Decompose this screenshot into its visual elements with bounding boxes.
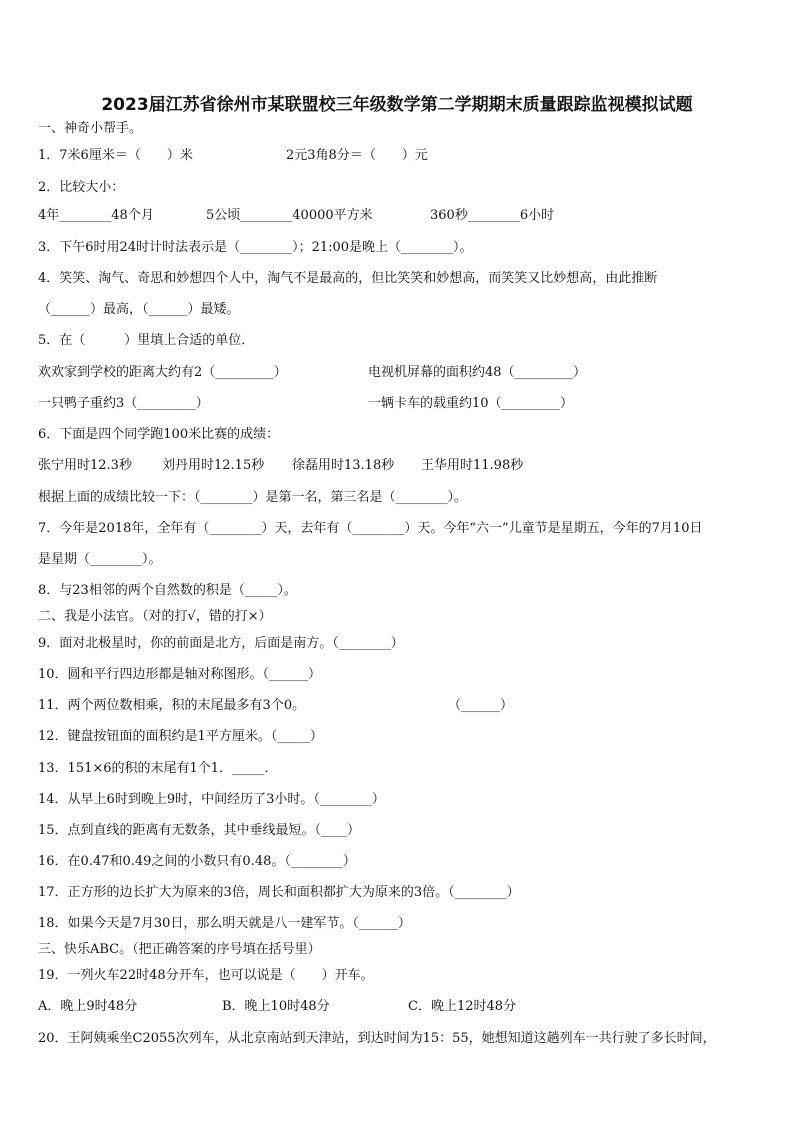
question-5-heading: 5．在（ ）里填上合适的单位． [38,333,255,348]
question-5b: 电视机屏幕的面积约48（_________） [368,365,587,380]
question-8: 8．与23相邻的两个自然数的积是（_____）。 [38,583,297,598]
question-11-blank: （______） [448,698,514,713]
question-6-tail: 根据上面的成绩比较一下：（________）是第一名，第三名是（________）。 [38,490,468,505]
question-18: 18．如果今天是7月30日，那么明天就是八一建军节。（______） [38,916,411,931]
question-12: 12．键盘按钮面的面积约是1平方厘米。（_____） [38,729,323,744]
question-7-line1: 7．今年是2018年，全年有（________）天，去年有（________）天。今年“六一”儿童节是星期五，今年的7月10日 [38,521,703,536]
question-5a: 欢欢家到学校的距离大约有2（_________） [38,365,287,380]
question-19-option-b: B．晚上10时48分 [222,999,330,1014]
question-5d: 一辆卡车的载重约10（_________） [368,396,574,411]
question-6c: 徐磊用时13.18秒 [292,458,395,473]
question-2c: 360秒________6小时 [430,208,555,223]
question-19-heading: 19．一列火车22时48分开车，也可以说是（ ）开车。 [38,968,374,983]
question-6-heading: 6．下面是四个同学跑100米比赛的成绩： [38,427,280,442]
question-11: 11．两个两位数相乘，积的末尾最多有3个0。 [38,698,306,713]
question-2a: 4年________48个月 [38,208,154,223]
question-6b: 刘丹用时12.15秒 [162,458,265,473]
question-13: 13．151×6的积的末尾有1个1．_____． [38,761,278,776]
question-2b: 5公顷________40000平方米 [206,208,373,223]
question-10: 10．圆和平行四边形都是轴对称图形。（______） [38,667,322,682]
question-19-option-a: A．晚上9时48分 [38,999,138,1014]
question-9: 9．面对北极星时，你的前面是北方，后面是南方。（________） [38,636,404,651]
question-5c: 一只鸭子重约3（_________） [38,396,209,411]
section-heading-2: 二、我是小法官。（对的打√，错的打×） [38,609,272,624]
question-6d: 王华用时11.98秒 [421,458,524,473]
question-19-option-c: C．晚上12时48分 [408,999,517,1014]
section-heading-1: 一、神奇小帮手。 [38,121,143,136]
question-20: 20．王阿姨乘坐C2055次列车，从北京南站到天津站，到达时间为15：55，她想知道这趟列车一共行驶了多长时间， [38,1031,716,1046]
question-4-line1: 4．笑笑、淘气、奇思和妙想四个人中，淘气不是最高的，但比笑笑和妙想高，而笑笑又比妙想高，由此推断 [38,271,658,286]
question-17: 17．正方形的边长扩大为原来的3倍，周长和面积都扩大为原来的3倍。（________） [38,885,520,900]
question-7-line2: 是星期（________）。 [38,552,162,567]
question-3: 3．下午6时用24时计时法表示是（________）；21:00是晚上（________）。 [38,240,473,255]
page-title: 2023届江苏省徐州市某联盟校三年级数学第二学期期末质量跟踪监视模拟试题 [101,95,693,115]
section-heading-3: 三、快乐ABC。（把正确答案的序号填在括号里） [38,942,321,957]
question-1b: 2元3角8分＝（ ）元 [286,148,428,163]
question-14: 14．从早上6时到晚上9时，中间经历了3小时。（________） [38,792,385,807]
question-1a: 1．7米6厘米＝（ ）米 [38,148,193,163]
question-2-heading: 2．比较大小： [38,180,125,195]
question-4-line2: （______）最高，（______）最矮。 [38,302,240,317]
question-15: 15．点到直线的距离有无数条，其中垂线最短。（____） [38,823,361,838]
question-16: 16．在0.47和0.49之间的小数只有0.48。（________） [38,854,356,869]
question-6a: 张宁用时12.3秒 [38,458,132,473]
